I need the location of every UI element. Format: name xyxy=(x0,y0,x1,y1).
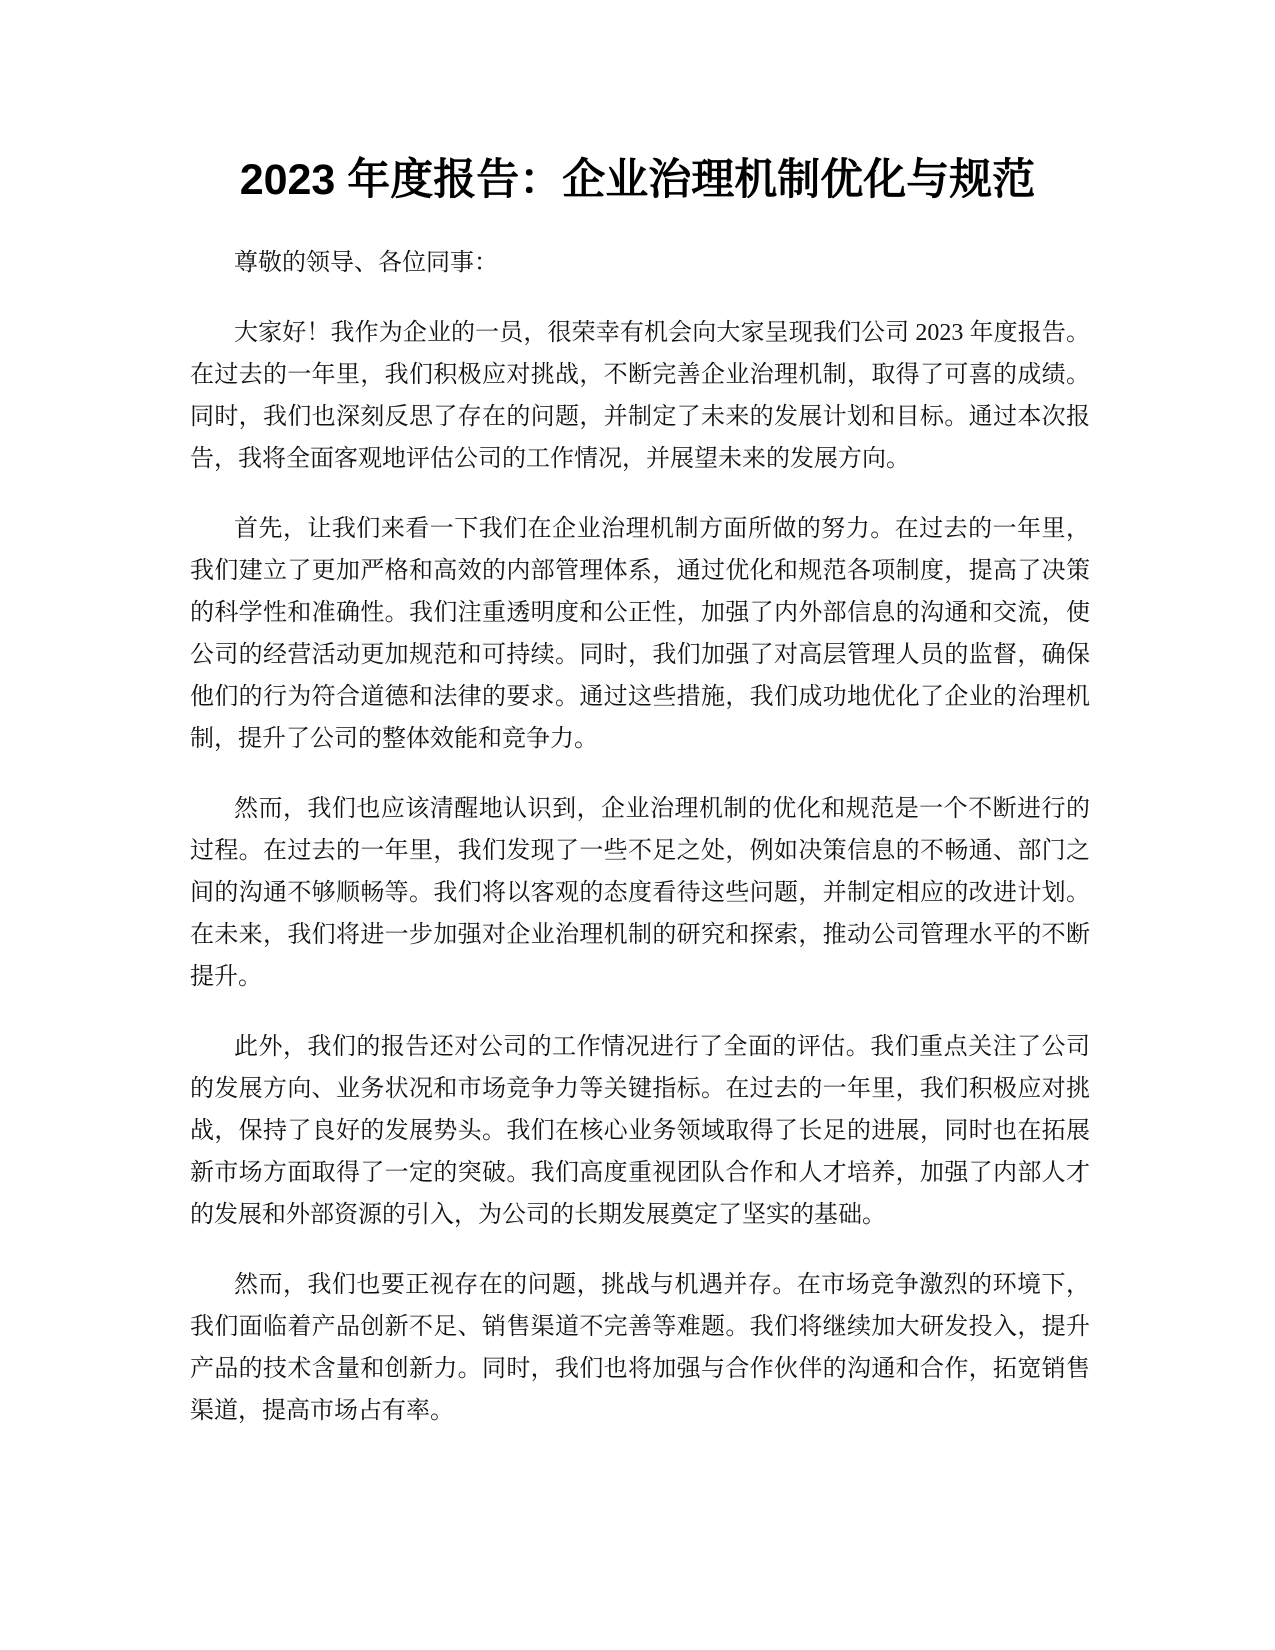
paragraph-4: 此外，我们的报告还对公司的工作情况进行了全面的评估。我们重点关注了公司的发展方向、业务状况和市场竞争力等关键指标。在过去的一年里，我们积极应对挑战，保持了良好的发展势头。我们在核心业务领域取得了长足的进展，同时也在拓展新市场方面取得了一定的突破。我们高度重视团队合作和人才培养，加强了内部人才的发展和外部资源的引入，为公司的长期发展奠定了坚实的基础。 xyxy=(190,1034,1090,1228)
paragraph-1: 大家好！我作为企业的一员，很荣幸有机会向大家呈现我们公司 2023 年度报告。在过去的一年里，我们积极应对挑战，不断完善企业治理机制，取得了可喜的成绩。同时，我们也深刻反思了存在的问题，并制定了未来的发展计划和目标。通过本次报告，我将全面客观地评估公司的工作情况，并展望未来的发展方向。 xyxy=(190,320,1090,472)
paragraph-2: 首先，让我们来看一下我们在企业治理机制方面所做的努力。在过去的一年里，我们建立了更加严格和高效的内部管理体系，通过优化和规范各项制度，提高了决策的科学性和准确性。我们注重透明度和公正性，加强了内外部信息的沟通和交流，使公司的经营活动更加规范和可持续。同时，我们加强了对高层管理人员的监督，确保他们的行为符合道德和法律的要求。通过这些措施，我们成功地优化了企业的治理机制，提升了公司的整体效能和竞争力。 xyxy=(190,516,1090,752)
paragraph-3: 然而，我们也应该清醒地认识到，企业治理机制的优化和规范是一个不断进行的过程。在过去的一年里，我们发现了一些不足之处，例如决策信息的不畅通、部门之间的沟通不够顺畅等。我们将以客观的态度看待这些问题，并制定相应的改进计划。在未来，我们将进一步加强对企业治理机制的研究和探索，推动公司管理水平的不断提升。 xyxy=(190,796,1090,990)
salutation: 尊敬的领导、各位同事： xyxy=(234,250,498,276)
paragraph-5: 然而，我们也要正视存在的问题，挑战与机遇并存。在市场竞争激烈的环境下，我们面临着产品创新不足、销售渠道不完善等难题。我们将继续加大研发投入，提升产品的技术含量和创新力。同时，我们也将加强与合作伙伴的沟通和合作，拓宽销售渠道，提高市场占有率。 xyxy=(190,1272,1090,1424)
document-body xyxy=(190,242,1090,1460)
document-title: 2023 年度报告：企业治理机制优化与规范 xyxy=(239,156,1036,204)
